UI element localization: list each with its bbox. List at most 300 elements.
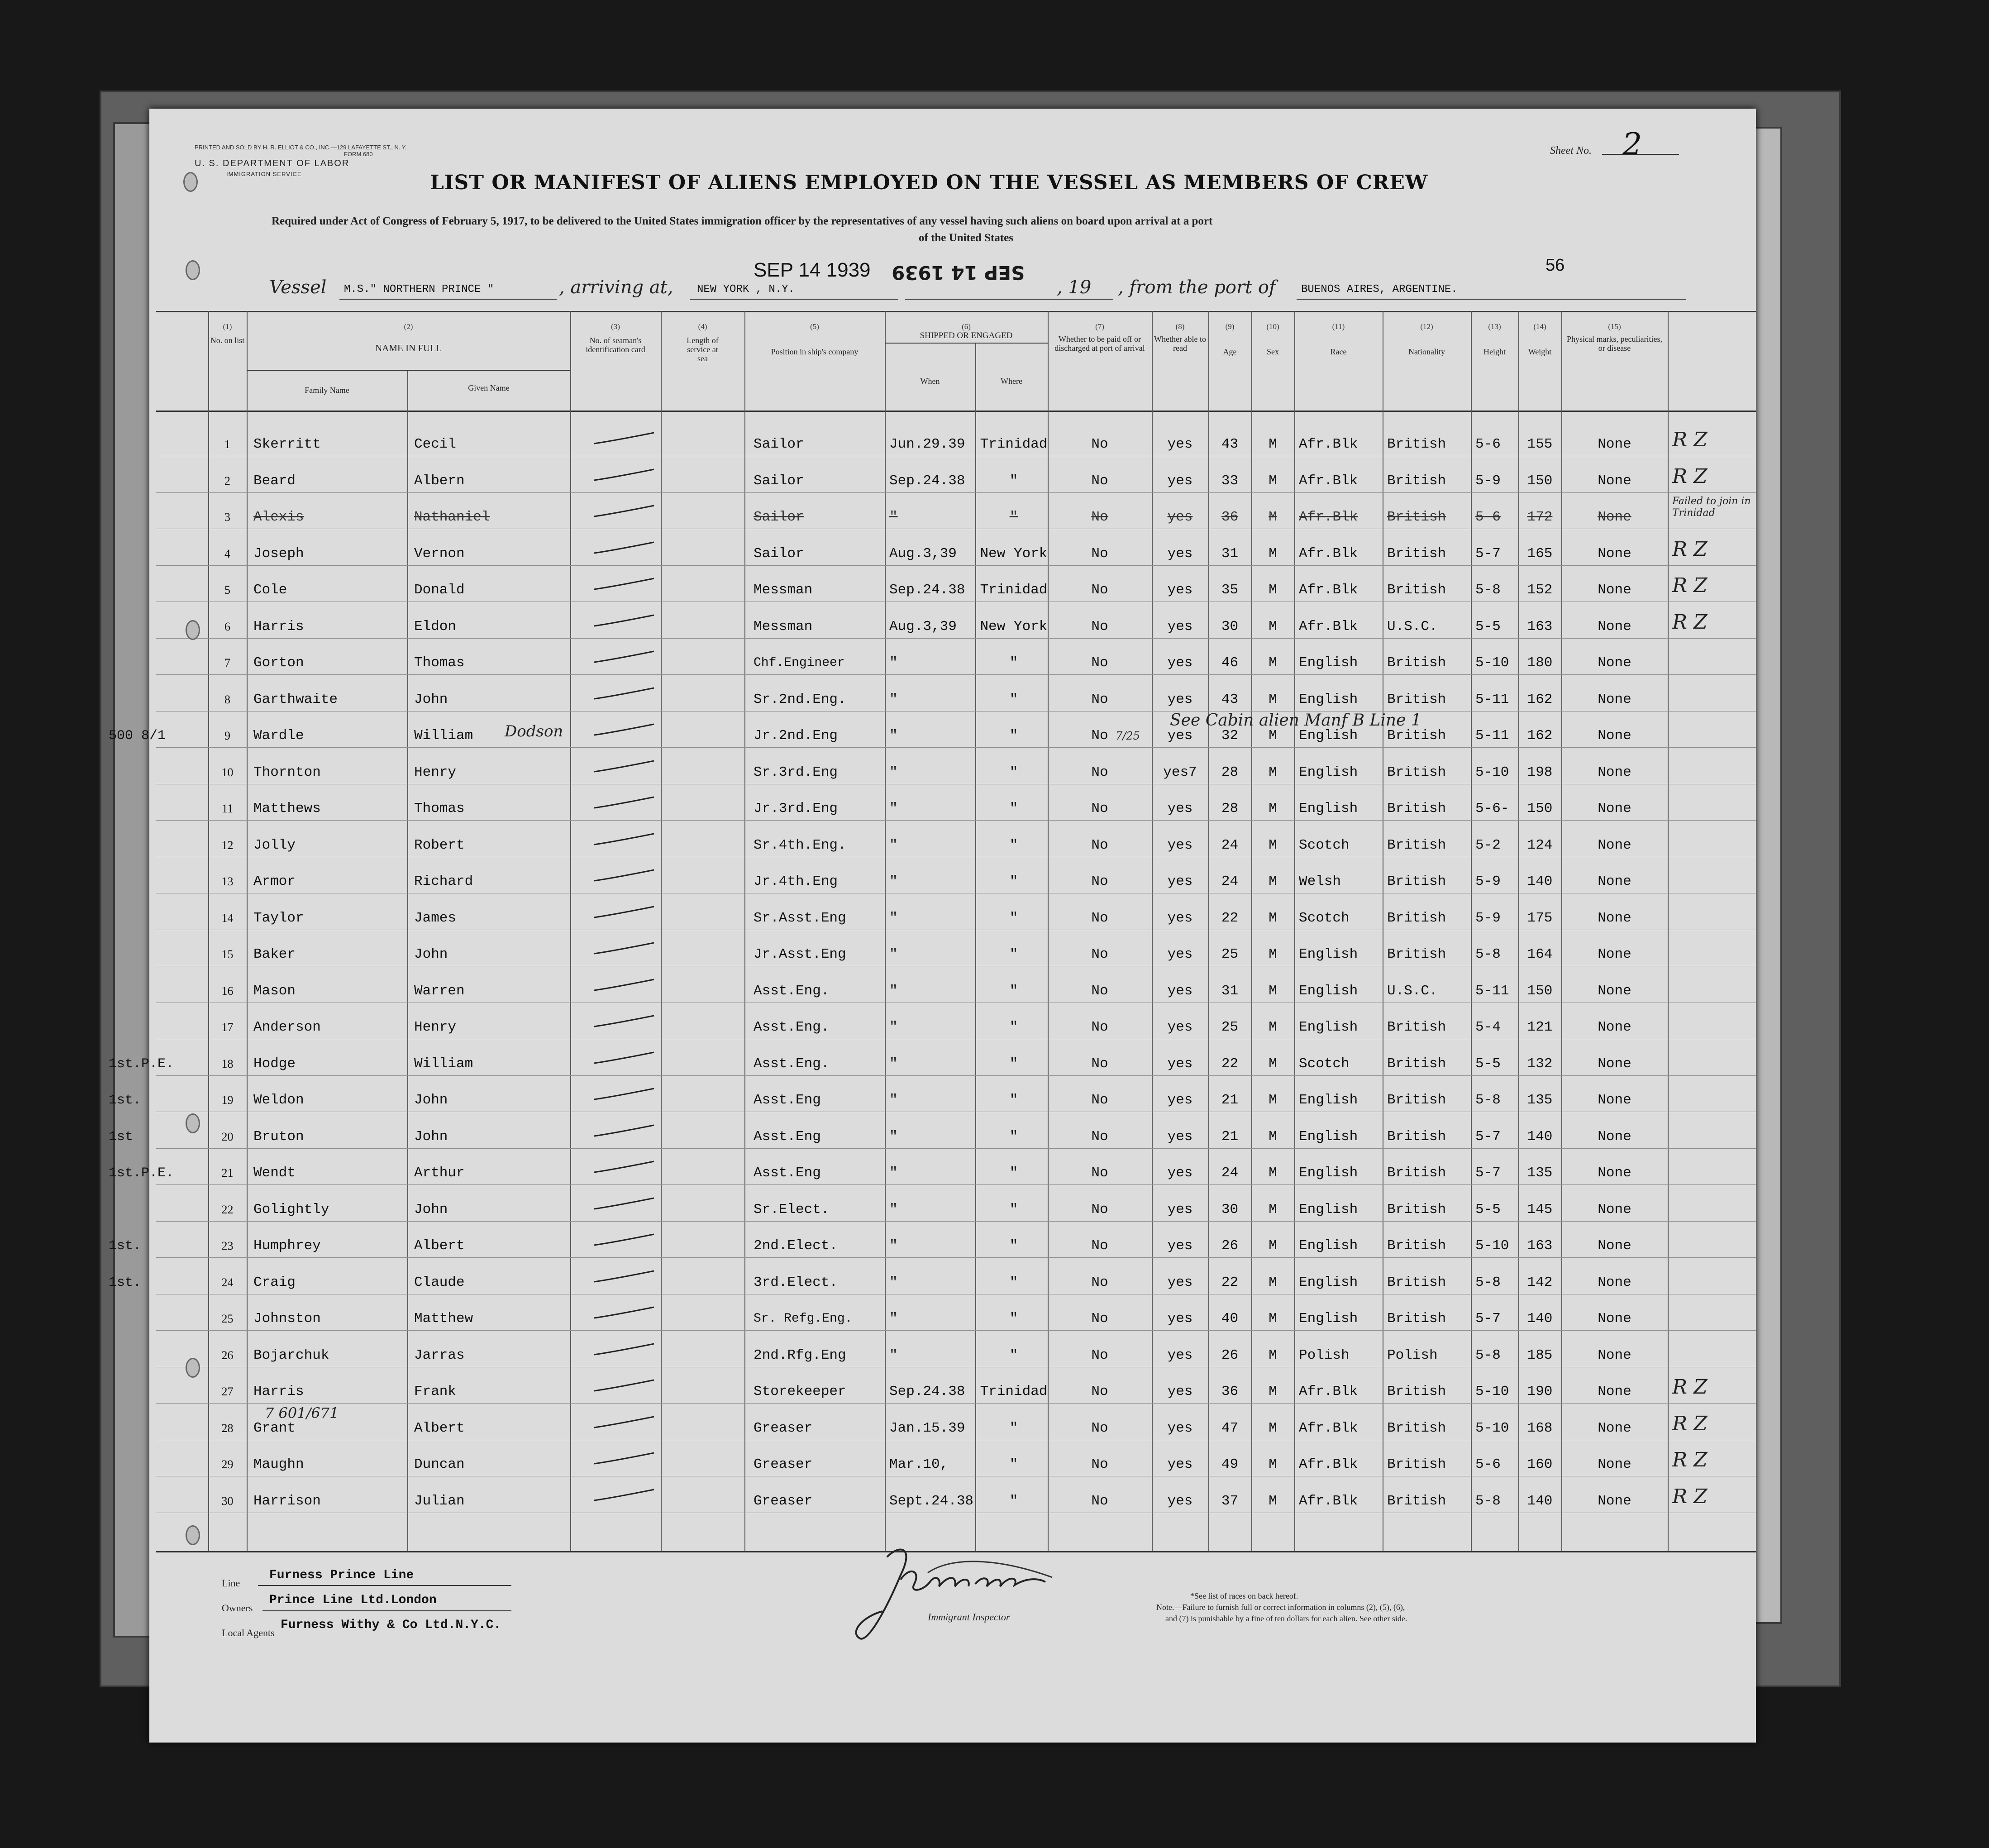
check-mark-icon <box>591 1378 658 1394</box>
weight: 135 <box>1527 1165 1553 1181</box>
col-header-where: Where <box>1001 377 1022 386</box>
given-name: Eldon <box>414 618 457 635</box>
paid-off: No <box>1091 509 1108 525</box>
arriving-label: , arriving at, <box>559 277 673 298</box>
given-name: Warren <box>414 983 465 999</box>
weight: 163 <box>1527 618 1553 635</box>
weight: 180 <box>1527 655 1553 671</box>
age: 43 <box>1221 436 1239 452</box>
table-row <box>156 982 1756 1018</box>
sex: M <box>1269 728 1277 744</box>
given-name: Albert <box>414 1420 465 1436</box>
check-mark-icon <box>591 1305 658 1322</box>
shipped-when: " <box>889 1274 898 1290</box>
sheet-number-value: 2 <box>1622 127 1642 162</box>
shipped-when: Sep.24.38 <box>889 582 965 598</box>
nationality: British <box>1387 691 1446 707</box>
col-header-position: Position in ship's company <box>771 347 859 356</box>
handwritten-margin-note: R Z <box>1672 1448 1708 1471</box>
sex: M <box>1269 837 1277 853</box>
given-name: Richard <box>414 874 473 889</box>
col-num-9: (9) <box>1225 322 1235 331</box>
shipped-where: " <box>1009 1311 1018 1327</box>
row-number: 20 <box>221 1130 234 1143</box>
position: Sr. Refg.Eng. <box>754 1312 853 1326</box>
shipped-where: " <box>1009 1201 1018 1218</box>
weight: 198 <box>1527 764 1553 780</box>
table-row <box>156 1375 1756 1419</box>
height: 5-8 <box>1475 1347 1501 1363</box>
able-to-read: yes <box>1167 728 1193 744</box>
name-subheader-rule <box>247 370 570 371</box>
weight: 135 <box>1527 1092 1553 1108</box>
paid-off: No <box>1091 691 1108 707</box>
age: 31 <box>1221 983 1239 999</box>
weight: 140 <box>1527 1493 1553 1509</box>
col-header-physical-marks: Physical marks, peculiarities, or disease <box>1567 334 1662 353</box>
family-name: Bojarchuk <box>253 1347 329 1363</box>
given-name: John <box>414 946 448 962</box>
race: English <box>1299 764 1358 780</box>
paid-off: No <box>1091 1201 1108 1218</box>
shipped-where: " <box>1009 473 1018 489</box>
nationality: Polish <box>1387 1347 1438 1363</box>
nationality: British <box>1387 1384 1446 1399</box>
arrival-port: NEW YORK , N.Y. <box>697 283 795 296</box>
handwritten-margin-note: R Z <box>1672 428 1708 451</box>
handwritten-margin-note: R Z <box>1672 574 1708 597</box>
sex: M <box>1269 436 1277 452</box>
given-name: Arthur <box>414 1165 465 1181</box>
family-name: Harris <box>253 1384 304 1399</box>
table-row <box>156 1404 1756 1456</box>
check-mark-icon <box>591 1451 658 1467</box>
race: Afr.Blk <box>1299 1456 1358 1472</box>
col-num-4: (4) <box>698 322 707 331</box>
able-to-read: yes <box>1167 983 1193 999</box>
weight: 185 <box>1527 1347 1553 1363</box>
date-stamp: SEP 14 1939 <box>754 259 871 281</box>
height: 5-8 <box>1475 946 1501 962</box>
paid-off: No <box>1091 473 1108 489</box>
nationality: British <box>1387 728 1446 744</box>
race: Afr.Blk <box>1299 545 1358 562</box>
col-header-when: When <box>920 377 940 386</box>
row-number: 13 <box>221 875 234 888</box>
family-name: Taylor <box>253 910 304 926</box>
position: Sr.2nd.Eng. <box>754 691 846 707</box>
able-to-read: yes <box>1167 1165 1193 1181</box>
given-name: Jarras <box>414 1347 465 1363</box>
shipped-when: " <box>889 1055 898 1072</box>
position: Sailor <box>754 545 804 562</box>
table-row <box>156 764 1756 800</box>
row-number: 15 <box>221 948 234 961</box>
handwritten-margin-note: R Z <box>1672 464 1708 488</box>
family-name: Alexis <box>253 509 304 525</box>
weight: 155 <box>1527 436 1553 452</box>
paid-off: No <box>1091 1420 1108 1436</box>
row-number: 29 <box>221 1458 234 1471</box>
check-mark-icon <box>591 577 658 593</box>
able-to-read: yes <box>1167 946 1193 962</box>
age: 28 <box>1221 801 1239 817</box>
height: 5-10 <box>1475 764 1509 780</box>
race: English <box>1299 1128 1358 1145</box>
position: Greaser <box>754 1493 813 1509</box>
age: 30 <box>1221 1201 1239 1218</box>
physical-marks: None <box>1598 582 1631 598</box>
shipped-where: " <box>1009 655 1018 671</box>
nationality: British <box>1387 473 1446 489</box>
age: 21 <box>1221 1092 1239 1108</box>
given-name: John <box>414 1201 448 1218</box>
subtitle-line-2: of the United States <box>919 232 1014 244</box>
age: 22 <box>1221 910 1239 926</box>
height: 5-5 <box>1475 618 1501 635</box>
nationality: British <box>1387 545 1446 562</box>
table-row <box>156 1310 1756 1346</box>
physical-marks: None <box>1598 545 1631 562</box>
position: Asst.Eng. <box>754 983 830 999</box>
height: 5-4 <box>1475 1019 1501 1035</box>
height: 5-10 <box>1475 655 1509 671</box>
check-mark-icon <box>591 1160 658 1176</box>
shipped-subheader-rule <box>885 343 1048 344</box>
position: Sailor <box>754 509 804 525</box>
nationality: British <box>1387 1456 1446 1472</box>
paid-off: No <box>1091 801 1108 817</box>
shipped-when: " <box>889 1201 898 1218</box>
check-mark-icon <box>591 431 658 447</box>
given-name: John <box>414 691 448 707</box>
row-prefix-note: 500 8/1 <box>109 728 166 744</box>
table-row <box>156 654 1756 690</box>
physical-marks: None <box>1598 1420 1631 1436</box>
shipped-when: " <box>889 728 898 744</box>
family-name: Cole <box>253 582 287 598</box>
sex: M <box>1269 1420 1277 1436</box>
check-mark-icon <box>591 468 658 484</box>
paid-off: No <box>1091 1347 1108 1363</box>
height: 5-2 <box>1475 837 1501 853</box>
position: Storekeeper <box>754 1384 846 1399</box>
able-to-read: yes <box>1167 1347 1193 1363</box>
weight: 190 <box>1527 1384 1553 1399</box>
row-number: 2 <box>224 474 230 487</box>
row-number: 27 <box>221 1385 234 1398</box>
position: 3rd.Elect. <box>754 1274 838 1290</box>
height: 5-11 <box>1475 728 1509 744</box>
shipped-when: " <box>889 1311 898 1327</box>
family-name: Jolly <box>253 837 296 853</box>
manifest-sheet <box>109 109 1756 1743</box>
paid-off: No <box>1091 1165 1108 1181</box>
col-header-age: Age <box>1223 347 1237 356</box>
family-name: Mason <box>253 983 296 999</box>
row-number: 22 <box>221 1203 234 1216</box>
sex: M <box>1269 1055 1277 1072</box>
shipped-where: " <box>1009 1493 1018 1509</box>
table-row <box>156 691 1756 727</box>
able-to-read: yes <box>1167 1384 1193 1399</box>
crew-table <box>109 311 1756 1651</box>
race: English <box>1299 1238 1358 1254</box>
family-name: Thornton <box>253 764 321 780</box>
nationality: British <box>1387 1019 1446 1035</box>
given-name: Albert <box>414 1238 465 1254</box>
stamp-number: 56 <box>1545 256 1565 275</box>
given-name: Henry <box>414 764 457 780</box>
check-mark-icon <box>591 795 658 812</box>
able-to-read: yes <box>1167 1311 1193 1327</box>
physical-marks: None <box>1598 1165 1631 1181</box>
age: 30 <box>1221 618 1239 635</box>
check-mark-icon <box>591 1342 658 1358</box>
shipped-when: " <box>889 764 898 780</box>
sex: M <box>1269 1238 1277 1254</box>
weight: 152 <box>1527 582 1553 598</box>
shipped-where: " <box>1009 509 1018 525</box>
shipped-when: Sep.24.38 <box>889 1384 965 1399</box>
position: Jr.2nd.Eng <box>754 728 838 744</box>
shipped-where: " <box>1009 910 1018 926</box>
col-num-14: (14) <box>1533 322 1546 331</box>
race: English <box>1299 946 1358 962</box>
age: 22 <box>1221 1055 1239 1072</box>
col-header-weight: Weight <box>1528 347 1552 356</box>
nationality: British <box>1387 946 1446 962</box>
shipped-when: " <box>889 983 898 999</box>
paid-off: No <box>1091 1128 1108 1145</box>
height: 5-6 <box>1475 436 1501 452</box>
paid-off: No <box>1091 1092 1108 1108</box>
form-number: FORM 680 <box>344 151 373 158</box>
able-to-read: yes7 <box>1163 764 1197 780</box>
family-name: Hodge <box>253 1055 296 1072</box>
printer-text: PRINTED AND SOLD BY H. R. ELLIOT & CO., INC.—129 LAFAYETTE ST., N. Y. <box>195 144 407 151</box>
given-name: Duncan <box>414 1456 465 1472</box>
col-num-8: (8) <box>1175 322 1185 331</box>
height: 5-6 <box>1475 509 1501 525</box>
check-mark-icon <box>591 905 658 921</box>
physical-marks: None <box>1598 910 1631 926</box>
able-to-read: yes <box>1167 545 1193 562</box>
paid-off: No <box>1091 1055 1108 1072</box>
shipped-when: Jun.29.39 <box>889 436 965 452</box>
line-underline <box>258 1585 511 1586</box>
shipped-when: " <box>889 1019 898 1035</box>
table-row <box>156 836 1756 873</box>
height: 5-6- <box>1475 801 1509 817</box>
row-number: 6 <box>224 620 230 633</box>
shipped-when: " <box>889 1092 898 1108</box>
col-header-sex: Sex <box>1267 347 1279 356</box>
nationality: British <box>1387 801 1446 817</box>
age: 24 <box>1221 874 1239 889</box>
table-row <box>109 1128 1756 1164</box>
height: 5-10 <box>1475 1384 1509 1399</box>
given-name: Matthew <box>414 1311 473 1327</box>
table-top-rule <box>156 311 1756 312</box>
shipped-when: " <box>889 910 898 926</box>
col-num-6: (6) <box>962 322 971 331</box>
handwritten-given-name: Dodson <box>505 722 563 740</box>
height: 5-7 <box>1475 1128 1501 1145</box>
check-mark-icon <box>591 832 658 848</box>
physical-marks: None <box>1598 874 1631 889</box>
nationality: British <box>1387 1128 1446 1145</box>
paid-off: No <box>1091 1019 1108 1035</box>
row-number: 16 <box>221 984 234 998</box>
handwritten-margin-note: R Z <box>1672 1375 1708 1399</box>
row-number: 19 <box>221 1094 234 1107</box>
age: 36 <box>1221 509 1239 525</box>
penalty-note-line-1: Note.—Failure to furnish full or correct information in columns (2), (5), (6), <box>1156 1603 1405 1612</box>
sex: M <box>1269 1384 1277 1399</box>
row-number: 12 <box>221 838 234 852</box>
age: 22 <box>1221 1274 1239 1290</box>
row-prefix-note: 1st. <box>109 1093 142 1108</box>
age: 35 <box>1221 582 1239 598</box>
punch-hole <box>186 1113 200 1133</box>
height: 5-9 <box>1475 910 1501 926</box>
age: 37 <box>1221 1493 1239 1509</box>
check-mark-icon <box>591 1087 658 1103</box>
age: 24 <box>1221 1165 1239 1181</box>
paid-off: No <box>1091 436 1108 452</box>
given-name: Frank <box>414 1384 457 1399</box>
physical-marks: None <box>1598 1384 1631 1399</box>
weight: 140 <box>1527 1311 1553 1327</box>
sex: M <box>1269 545 1277 562</box>
nationality: British <box>1387 1201 1446 1218</box>
row-number: 4 <box>224 547 230 560</box>
nationality: British <box>1387 582 1446 598</box>
paid-off: No <box>1091 1274 1108 1290</box>
physical-marks: None <box>1598 1311 1631 1327</box>
table-row <box>109 1164 1756 1200</box>
nationality: British <box>1387 1055 1446 1072</box>
table-row <box>156 1347 1756 1383</box>
shipped-where: Trinidad <box>980 436 1048 452</box>
shipped-when: Aug.3,39 <box>889 545 957 562</box>
shipped-where: " <box>1009 1128 1018 1145</box>
shipped-where: " <box>1009 1165 1018 1181</box>
shipped-where: " <box>1009 874 1018 889</box>
vessel-label: Vessel <box>269 277 327 298</box>
race: English <box>1299 728 1358 744</box>
sex: M <box>1269 764 1277 780</box>
physical-marks: None <box>1598 655 1631 671</box>
paid-off: No <box>1091 582 1108 598</box>
check-mark-icon <box>591 540 658 557</box>
paid-off: No <box>1091 1238 1108 1254</box>
physical-marks: None <box>1598 1347 1631 1363</box>
col-header-given-name: Given Name <box>468 383 510 392</box>
race: Afr.Blk <box>1299 436 1358 452</box>
handwritten-margin-note: R Z <box>1672 610 1708 634</box>
punch-hole <box>186 1525 200 1545</box>
sex: M <box>1269 1201 1277 1218</box>
table-row <box>156 800 1756 836</box>
physical-marks: None <box>1598 1238 1631 1254</box>
able-to-read: yes <box>1167 1201 1193 1218</box>
col-header-nationality: Nationality <box>1408 347 1445 356</box>
row-prefix-note: 1st. <box>109 1275 142 1290</box>
handwritten-margin-note: R Z <box>1672 537 1708 561</box>
height: 5-7 <box>1475 1311 1501 1327</box>
shipped-when: " <box>889 691 898 707</box>
row-number: 25 <box>221 1312 234 1325</box>
paid-off: No <box>1091 545 1108 562</box>
height: 5-6 <box>1475 1456 1501 1472</box>
weight: 160 <box>1527 1456 1553 1472</box>
race: English <box>1299 655 1358 671</box>
paid-off: No <box>1091 1311 1108 1327</box>
col-header-no: No. on list <box>210 336 245 345</box>
race: Polish <box>1299 1347 1350 1363</box>
row-number: 26 <box>221 1348 234 1362</box>
row-number: 7 <box>224 656 230 669</box>
given-name: Donald <box>414 582 465 598</box>
able-to-read: yes <box>1167 801 1193 817</box>
family-name: Weldon <box>253 1092 304 1108</box>
col-header-name: NAME IN FULL <box>375 343 442 353</box>
sex: M <box>1269 582 1277 598</box>
given-name: Claude <box>414 1274 465 1290</box>
row-number: 5 <box>224 583 230 597</box>
family-name: Golightly <box>253 1201 329 1218</box>
sex: M <box>1269 1165 1277 1181</box>
paid-off: No <box>1091 618 1108 635</box>
shipped-when: Aug.3,39 <box>889 618 957 635</box>
able-to-read: yes <box>1167 910 1193 926</box>
shipped-when: " <box>889 655 898 671</box>
shipped-where: Trinidad <box>980 1384 1048 1399</box>
shipped-when: " <box>889 801 898 817</box>
paid-off: No <box>1091 1493 1108 1509</box>
position: Messman <box>754 582 813 598</box>
shipped-when: " <box>889 837 898 853</box>
subtitle-line-1: Required under Act of Congress of February 5, 1917, to be delivered to the United States immigration officer by the representatives of any vessel having such aliens on board upon arrival at a port <box>272 215 1213 227</box>
table-row <box>156 1485 1756 1528</box>
owners-value: Prince Line Ltd.London <box>269 1593 437 1607</box>
shipped-when: " <box>889 1165 898 1181</box>
table-row <box>156 945 1756 982</box>
given-name: Albern <box>414 473 465 489</box>
race: Scotch <box>1299 837 1350 853</box>
age: 43 <box>1221 691 1239 707</box>
check-mark-icon <box>591 1051 658 1067</box>
shipped-where: " <box>1009 691 1018 707</box>
sex: M <box>1269 1456 1277 1472</box>
race: English <box>1299 1201 1358 1218</box>
physical-marks: None <box>1598 691 1631 707</box>
table-row <box>156 574 1756 617</box>
nationality: British <box>1387 1420 1446 1436</box>
table-row <box>156 909 1756 945</box>
sex: M <box>1269 1128 1277 1145</box>
family-name: Maughn <box>253 1456 304 1472</box>
able-to-read: yes <box>1167 473 1193 489</box>
physical-marks: None <box>1598 509 1631 525</box>
race: Scotch <box>1299 1055 1350 1072</box>
row-prefix-note: 1st.P.E. <box>109 1056 174 1072</box>
position: 2nd.Elect. <box>754 1238 838 1254</box>
height: 5-8 <box>1475 1274 1501 1290</box>
family-name: Skerritt <box>253 436 321 452</box>
